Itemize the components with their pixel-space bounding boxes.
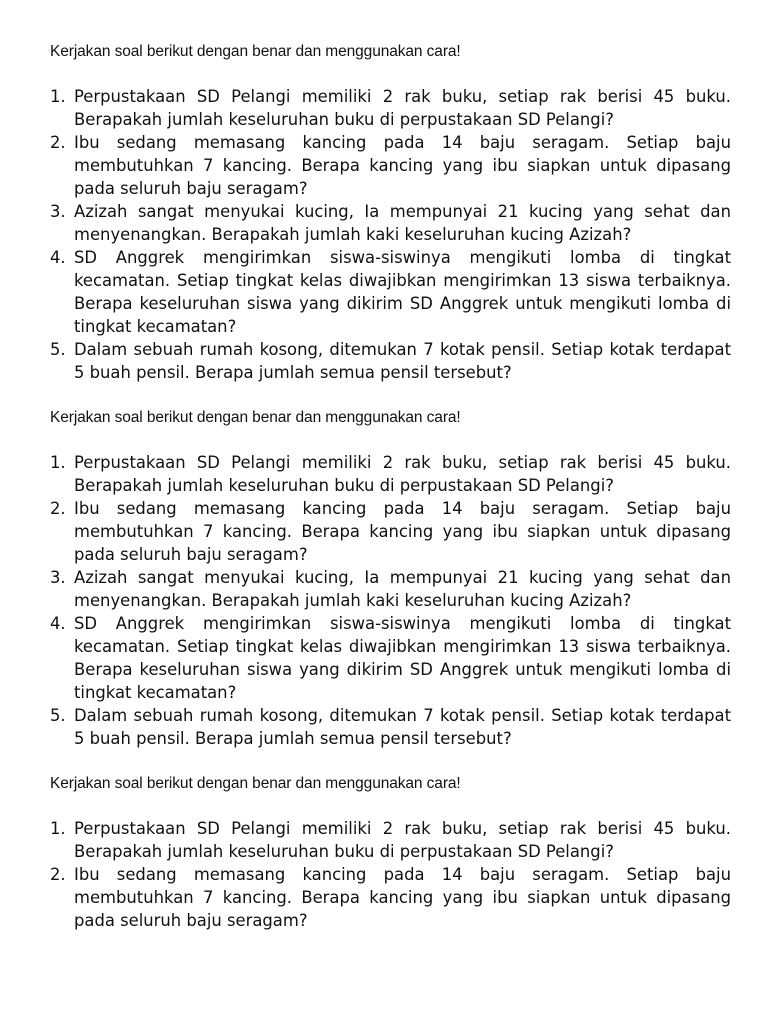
question-number: 4. xyxy=(50,248,66,267)
question-number: 5. xyxy=(50,340,66,359)
question-text: SD Anggrek mengirimkan siswa-siswinya mengikuti lomba di tingkat kecamatan. Setiap tingkat kelas diwajibkan mengirimkan 13 siswa terbaiknya. Berapa keseluruhan siswa yang dikirim SD Anggrek untuk mengikuti lomba di tingkat kecamatan? xyxy=(74,248,731,336)
question-number: 1. xyxy=(50,453,66,472)
question-text: Ibu sedang memasang kancing pada 14 baju seragam. Setiap baju membutuhkan 7 kancing. Berapa kancing yang ibu siapkan untuk dipasang pada seluruh baju seragam? xyxy=(74,865,731,930)
question-item xyxy=(50,817,731,863)
question-text: Perpustakaan SD Pelangi memiliki 2 rak buku, setiap rak berisi 45 buku. Berapakah jumlah keseluruhan buku di perpustakaan SD Pelangi? xyxy=(74,87,731,129)
question-item xyxy=(50,612,731,704)
question-item xyxy=(50,451,731,497)
instruction-heading: Kerjakan soal berikut dengan benar dan menggunakan cara! xyxy=(50,409,461,426)
question-number: 2. xyxy=(50,133,66,152)
question-item xyxy=(50,200,731,246)
question-text: Perpustakaan SD Pelangi memiliki 2 rak buku, setiap rak berisi 45 buku. Berapakah jumlah keseluruhan buku di perpustakaan SD Pelangi? xyxy=(74,819,731,861)
question-item xyxy=(50,246,731,338)
question-list xyxy=(50,451,731,750)
question-item xyxy=(50,338,731,384)
question-list xyxy=(50,817,731,932)
question-item xyxy=(50,497,731,566)
question-text: Dalam sebuah rumah kosong, ditemukan 7 kotak pensil. Setiap kotak terdapat 5 buah pensil. Berapa jumlah semua pensil tersebut? xyxy=(74,706,731,748)
question-number: 2. xyxy=(50,499,66,518)
question-item xyxy=(50,704,731,750)
question-item xyxy=(50,85,731,131)
question-text: Dalam sebuah rumah kosong, ditemukan 7 kotak pensil. Setiap kotak terdapat 5 buah pensil. Berapa jumlah semua pensil tersebut? xyxy=(74,340,731,382)
question-text: Azizah sangat menyukai kucing, Ia mempunyai 21 kucing yang sehat dan menyenangkan. Berapakah jumlah kaki keseluruhan kucing Azizah? xyxy=(74,202,731,244)
question-number: 2. xyxy=(50,865,66,884)
question-text: Ibu sedang memasang kancing pada 14 baju seragam. Setiap baju membutuhkan 7 kancing. Berapa kancing yang ibu siapkan untuk dipasang pada seluruh baju seragam? xyxy=(74,499,731,564)
question-text: Ibu sedang memasang kancing pada 14 baju seragam. Setiap baju membutuhkan 7 kancing. Berapa kancing yang ibu siapkan untuk dipasang pada seluruh baju seragam? xyxy=(74,133,731,198)
question-text: Perpustakaan SD Pelangi memiliki 2 rak buku, setiap rak berisi 45 buku. Berapakah jumlah keseluruhan buku di perpustakaan SD Pelangi? xyxy=(74,453,731,495)
question-number: 1. xyxy=(50,87,66,106)
instruction-heading: Kerjakan soal berikut dengan benar dan menggunakan cara! xyxy=(50,775,461,792)
question-item xyxy=(50,131,731,200)
question-item xyxy=(50,566,731,612)
question-text: SD Anggrek mengirimkan siswa-siswinya mengikuti lomba di tingkat kecamatan. Setiap tingkat kelas diwajibkan mengirimkan 13 siswa terbaiknya. Berapa keseluruhan siswa yang dikirim SD Anggrek untuk mengikuti lomba di tingkat kecamatan? xyxy=(74,614,731,702)
worksheet-section-2 xyxy=(50,407,731,750)
question-number: 3. xyxy=(50,568,66,587)
question-number: 3. xyxy=(50,202,66,221)
question-number: 1. xyxy=(50,819,66,838)
question-number: 5. xyxy=(50,706,66,725)
worksheet-section-1 xyxy=(50,41,731,384)
question-item xyxy=(50,863,731,932)
instruction-heading: Kerjakan soal berikut dengan benar dan menggunakan cara! xyxy=(50,43,461,60)
question-text: Azizah sangat menyukai kucing, Ia mempunyai 21 kucing yang sehat dan menyenangkan. Berapakah jumlah kaki keseluruhan kucing Azizah? xyxy=(74,568,731,610)
question-list xyxy=(50,85,731,384)
question-number: 4. xyxy=(50,614,66,633)
worksheet-section-3 xyxy=(50,773,731,932)
